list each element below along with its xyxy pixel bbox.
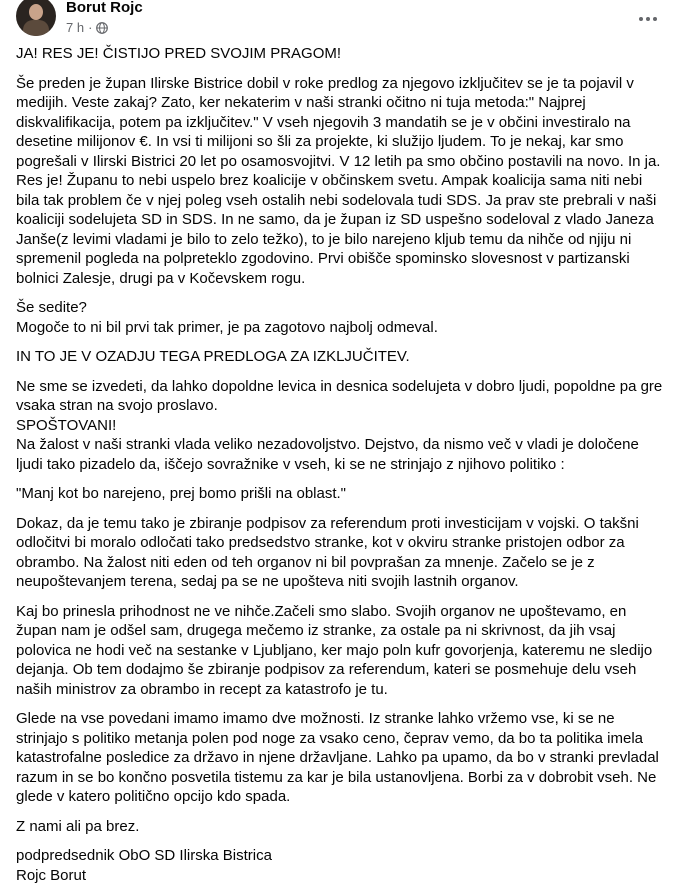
post-paragraph: "Manj kot bo narejeno, prej bomo prišli na oblast." — [16, 485, 346, 502]
post-paragraph: Glede na vse povedani imamo imamo dve možnosti. Iz stranke lahko vržemo vse, ki se ne strinjajo s politiko metanja polen pod noge za vsako ceno, čeprav vemo, da bo ta politika imela katastrofalne posledice za državo in njene državljane. Lahko pa upamo, da bo v stranki prevladal razum in se bo končno posvetila tistemu za kar je bila ustanovljena. Borbi za v dobrobit vseh. Ne glede v katero politično opcijo kdo spada. — [16, 710, 664, 805]
avatar-body — [23, 20, 49, 36]
post-paragraph: Kaj bo prinesla prihodnost ne ve nihče.Začeli smo slabo. Svojih organov ne upoštevamo, en župan nam je odšel sam, drugega mečemo iz stranke, za ostale pa ni skrivnost, da jih vsaj polovica ne hodi več na sestanke v Ljubljano, ker majo poln kufr govorjenja, kateremu ne sledijo dejanja. Ob tem dodajmo še zbiranje podpisov za referendum, kateri se posmehuje delu vseh naših ministrov za obrambo in recept za katastrofo je tu. — [16, 602, 657, 698]
post-time[interactable]: 7 h — [66, 20, 85, 35]
post-paragraph: Še preden je župan Ilirske Bistrice dobil v roke predlog za njegovo izključitev se je ta pojavil v medijih. Veste zakaj? Zato, ker nekaterim v naši stranki očitno ni tuja metoda:" Najprej diskvalifikacija, potem pa izključitev." V vseh njegovih 3 mandatih se je v občini investiralo na desetine milijonov €. In vsi ti milijoni so šli za projekte, ki služijo ljudem. To je nekaj, kar smo pogrešali v Ilirski Bistrici 20 let po osamosvojitvi. V 12 letih pa smo občino postavili na novo. In ja. Res je! Županu to nebi uspelo brez koalicije v občinskem svetu. Ampak koalicija sama niti nebi bila tak problem če v njej poleg vseh ostalih nebi sodelovala tudi SDS. Ja prav ste prebrali v naši koaliciji sodelujeta SD in SDS. In ne samo, da je župan iz SD uspešno sodeloval z vlado Janeza Janše(z levimi vladami je bilo to zelo težko), to je bilo narejeno kljub temu da nihče od njiju ni spremenil pogleda na polpreteklo zgodovino. Prvi obišče spominsko slovesnost v partizanski bolnici Zalesje, drugi pa v Kočevskem rogu. — [16, 74, 665, 287]
post-paragraph: Še sedite? Mogoče to ni bil prvi tak primer, je pa zagotovo najbolj odmeval. — [16, 299, 438, 336]
globe-icon[interactable] — [96, 22, 108, 34]
more-icon — [646, 17, 650, 21]
more-icon — [639, 17, 643, 21]
post-paragraph: Dokaz, da je temu tako je zbiranje podpisov za referendum proti investicijam v vojski. O takšni odločitvi bi moralo odločati tako predsedstvo stranke, kot v okviru stranke pristojen odbor za obrambo. Na žalost niti eden od teh organov ni bil povprašan za mnenje. Začelo se je z neupoštevanjem terena, sedaj pa se ne upošteva niti svojih lastnih organov. — [16, 514, 643, 590]
post-text — [16, 44, 664, 895]
more-options-button[interactable] — [630, 4, 666, 34]
post-paragraph: podpredsednik ObO SD Ilirska Bistrica Rojc Borut — [16, 847, 272, 884]
post-paragraph: Z nami ali pa brez. — [16, 817, 140, 835]
post-paragraph: IN TO JE V OZADJU TEGA PREDLOGA ZA IZKLJUČITEV. — [16, 348, 410, 365]
post-paragraph: JA! RES JE! ČISTIJO PRED SVOJIM PRAGOM! — [16, 45, 342, 62]
post-meta — [66, 20, 108, 35]
author-name[interactable]: Borut Rojc — [66, 0, 143, 16]
post-paragraph: Ne sme se izvedeti, da lahko dopoldne levica in desnica sodelujeta v dobro ljudi, popoldne pa gre vsaka stran na svojo proslavo. SPOŠTOVANI! Na žalost v naši stranki vlada veliko nezadovoljstvo. Dejstvo, da nismo več v vladi je določene ljudi tako pizadelo da, iščejo sovražnike v vseh, ki se ne strinjajo z njihovo politiko : — [16, 377, 663, 473]
meta-separator: · — [88, 20, 93, 35]
post-header — [0, 0, 674, 40]
avatar[interactable] — [16, 0, 56, 36]
more-icon — [653, 17, 657, 21]
avatar-face — [29, 4, 43, 20]
